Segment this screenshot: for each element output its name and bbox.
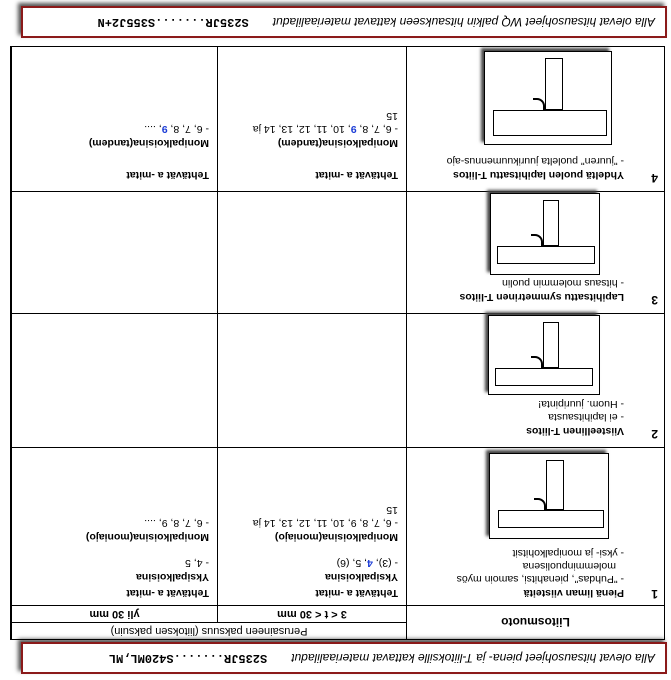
bevelled-joint-sketch (488, 315, 600, 395)
intro-banner (21, 642, 667, 674)
intro-banner-code: S235JR.......S420ML,ML (108, 651, 268, 665)
row-1-shape: 1 Pienä liman viisteitä - "Puhdas", pienahitsi, samoin myös molemminpuolisena - yksi- ja monipalkohitsit (406, 447, 664, 605)
row-2-col-b (11, 313, 217, 447)
row-4-shape: 4 Yhdeltä puolen lapihitsattu T-liitos - "juuren" puolelta juurikuumennus-ajo (406, 47, 664, 191)
row-3-shape: 3 Lapihitsattu symmetrinen T-liitos - hitsaus molemmin puolin (406, 191, 664, 313)
header-range-b: yli 30 mm (11, 605, 217, 622)
intro-banner-text: Alla olevat hitsausohjeet piena- ja T-liitoksille kattavat materiaaliladut (291, 651, 655, 665)
weld-instruction-table (10, 46, 665, 640)
wq-beam-banner (21, 6, 667, 38)
row-2-col-a (217, 313, 406, 447)
fillet-joint-sketch (489, 453, 609, 539)
row-4-col-b: Tehtävät a -mitat Monipalkoisina(tandem) - 6, 7, 8, 9, .... (11, 47, 217, 191)
wq-banner-text: Alla olevat hitsausohjeet WQ palkin hitsaukseen kattavat materiaaliladut (272, 15, 655, 29)
header-joint-shape: Liitosmuoto (406, 605, 664, 639)
row-3-col-a (217, 191, 406, 313)
row-1-col-a: Tehtävät a -mitat Yksipalkoisina - (3), 4, 5, (6) Monipalkoisina(moniajo) - 6, 7, 8, 9, 10, 11, 12, 13, 14 ja 15 (217, 447, 406, 605)
row-3-col-b (11, 191, 217, 313)
row-4-col-a: Tehtävät a -mitat Monipalkoisina(tandem) - 6, 7, 8, 9, 10, 11, 12, 13, 14 ja 15 (217, 47, 406, 191)
row-2-shape: 2 Viisteellinen T-liitos - ei lapihitsausta - Huom. juuripinta! (406, 313, 664, 447)
header-range-a: 3 < t < 30 mm (217, 605, 406, 622)
row-1-col-b: Tehtävät a -mitat Yksipalkoisina - 4, 5 Monipalkoisina(moniajo) - 6, 7, 8, 9, .... (11, 447, 217, 605)
wq-banner-code: S235JR.......S355J2+N (97, 15, 249, 29)
one-sided-t-joint-sketch (484, 51, 612, 145)
symmetric-t-joint-sketch (490, 193, 600, 275)
header-base-thickness: Perusaineen paksuus (liitoksen paksuin) (11, 622, 406, 639)
